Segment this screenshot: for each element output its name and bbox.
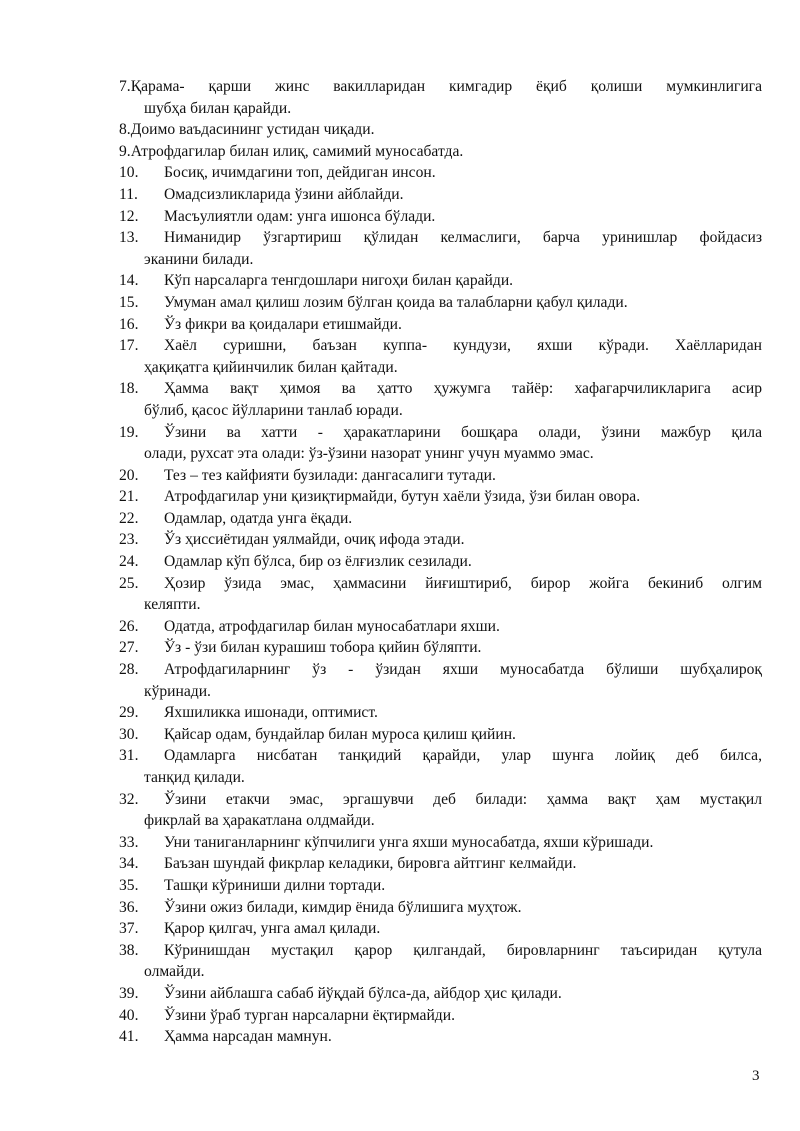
list-item-text: Атрофдагилар уни қизиқтирмайди, бутун хаёли ўзида, ўзи билан овора. [164,488,641,506]
list-item-number: 24. [119,553,139,571]
list-item-continuation: эканини билади. [144,250,254,268]
list-item-number: 38. [119,941,139,959]
list-item-text: Қайсар одам, бундайлар билан муроса қилиш қийин. [164,725,516,743]
list-item [119,724,762,746]
list-item [119,314,762,336]
list-item-continuation: шубҳа билан қарайди. [144,99,292,117]
list-item-line [119,616,762,638]
list-item [119,422,762,465]
list-item [119,832,762,854]
list-item-line [119,702,762,724]
list-item-number: 21. [119,488,139,506]
list-item [119,853,762,875]
list-item-text: Ташқи кўриниши дилни тортади. [164,876,386,894]
list-item-line [119,832,762,854]
list-item-number: 28. [119,661,139,679]
list-item-line [119,141,762,163]
list-item-line [119,76,762,98]
list-item-text: Ўзини айблашга сабаб йўқдай бўлса-да, айбдор ҳис қилади. [164,984,562,1002]
list-item-text: Ўзини ўраб турган нарсаларни ёқтирмайди. [164,1006,455,1024]
list-item-number: 18. [119,380,139,398]
list-item-line [119,119,762,141]
list-item [119,335,762,378]
list-item-text: Умуман амал қилиш лозим бўлган қоида ва талабларни қабул қилади. [164,293,628,311]
list-item [119,1005,762,1027]
list-item-number: 36. [119,898,139,916]
list-item [119,119,762,141]
list-item-number: 34. [119,855,139,873]
list-item-line [119,573,762,595]
list-item-number: 35. [119,876,139,894]
list-item-number: 23. [119,531,139,549]
list-item-line [119,486,762,508]
list-item-number: 40. [119,1006,139,1024]
list-item-continuation: бўлиб, қасос йўлларини танлаб юради. [144,401,403,419]
list-item-line [119,637,762,659]
list-item-text: Доимо ваъдасининг устидан чиқади. [130,121,375,139]
list-item-text: Тез – тез кайфияти бузилади: дангасалиги тутади. [164,466,496,484]
list-item [119,184,762,206]
list-item [119,983,762,1005]
list-item-text: Одамларга нисбатан танқидий қарайди, улар шунга лойиқ деб билса, [164,747,762,765]
list-item-line [119,270,762,292]
list-item-text: Ҳамма нарсадан мамнун. [164,1028,332,1046]
list-item-text: Ҳозир ўзида эмас, ҳаммасини йиғиштириб, бирор жойга бекиниб олгим [164,574,762,592]
list-item [119,465,762,487]
list-item-line [119,659,762,681]
list-item [119,551,762,573]
list-item-number: 30. [119,725,139,743]
list-item [119,940,762,983]
list-item-number: 14. [119,272,139,290]
list-item-text: Омадсизликларида ўзини айблайди. [164,185,404,203]
list-item-number: 39. [119,984,139,1002]
list-item-text: Хаёл суришни, баъзан куппа- кундузи, яхши кўради. Хаёлларидан [164,337,762,355]
list-item-line [119,206,762,228]
list-item [119,529,762,551]
list-item [119,508,762,530]
list-item-line [119,918,762,940]
list-item-line [119,162,762,184]
list-item-line [119,184,762,206]
page-number: 3 [752,1068,760,1084]
list-item-text: Кўп нарсаларга тенгдошлари нигоҳи билан қарайди. [164,272,514,290]
list-item-number: 12. [119,207,139,225]
list-item-line [119,875,762,897]
list-item-line [119,465,762,487]
list-item-continuation: олади, рухсат эта олади: ўз-ўзини назорат унинг учун муаммо эмас. [144,445,594,463]
list-item-text: Ўзини етакчи эмас, эргашувчи деб билади: ҳамма вақт ҳам мустақил [164,790,762,808]
list-item-number: 10. [119,164,139,182]
list-item-text: Уни таниганларнинг кўпчилиги унга яхши муносабатда, яхши кўришади. [164,833,654,851]
list-item [119,702,762,724]
list-item-text: Масъулиятли одам: унга ишонса бўлади. [164,207,436,225]
list-item-number: 41. [119,1028,139,1046]
list-item [119,875,762,897]
list-item-text: Атрофдагиларнинг ўз - ўзидан яхши муносабатда бўлиши шубҳалироқ [164,661,762,679]
list-item-line [119,335,762,357]
list-item [119,637,762,659]
list-item [119,1026,762,1048]
list-item [119,659,762,702]
list-item-line [119,724,762,746]
list-item-text: Яхшиликка ишонади, оптимист. [164,704,378,722]
list-item-number: 16. [119,315,139,333]
list-item-line [119,292,762,314]
list-item-number: 15. [119,293,139,311]
list-item-text: Қарама- қарши жинс вакилларидан кимгадир ёқиб қолиши мумкинлигига [130,78,762,95]
list-item-text: Ўз - ўзи билан курашиш тобора қийин бўляпти. [164,639,482,657]
list-item-number: 26. [119,617,139,635]
list-item [119,162,762,184]
list-item [119,616,762,638]
list-item [119,292,762,314]
numbered-list [119,76,762,1048]
list-item-text: Босиқ, ичимдагини топ, дейдиган инсон. [164,164,436,182]
list-item-line [119,378,762,400]
list-item-number: 31. [119,747,139,765]
list-item-number: 27. [119,639,139,657]
list-item-line [119,422,762,444]
list-item-continuation: фикрлай ва ҳаракатлана олдмайди. [144,812,375,830]
list-item-text: Одамлар кўп бўлса, бир оз ёлғизлик сезилади. [164,553,472,571]
list-item-continuation: кўринади. [144,682,211,700]
list-item-line [119,745,762,767]
list-item-line [119,853,762,875]
list-item-number: 37. [119,920,139,938]
list-item-text: Одамлар, одатда унга ёқади. [164,509,353,527]
list-item-line [119,1005,762,1027]
list-item [119,378,762,421]
list-item-continuation: келяпти. [144,596,201,614]
list-item-number: 7. [119,78,131,95]
list-item-line [119,983,762,1005]
list-item-line [119,789,762,811]
list-item-number: 17. [119,337,139,355]
list-item-number: 20. [119,466,139,484]
list-item-line [119,940,762,962]
list-item-text: Ниманидир ўзгартириш қўлидан келмаслиги, барча уринишлар фойдасиз [164,229,762,247]
list-item-number: 8. [119,121,131,139]
list-item-number: 22. [119,509,139,527]
list-item-number: 32. [119,790,139,808]
list-item-number: 13. [119,229,139,247]
list-item [119,206,762,228]
list-item-line [119,529,762,551]
list-item [119,486,762,508]
list-item [119,141,762,163]
list-item [119,745,762,788]
list-item-number: 11. [119,185,138,203]
list-item-continuation: олмайди. [144,963,205,981]
list-item-text: Баъзан шундай фикрлар келадики, бировга айтгинг келмайди. [164,855,577,873]
list-item-text: Ҳамма вақт ҳимоя ва ҳатто ҳужумга тайёр: хафагарчиликларига асир [164,380,762,398]
list-item-text: Атрофдагилар билан илиқ, самимий муносабатда. [130,142,464,160]
list-item-number: 25. [119,574,139,592]
list-item-text: Қарор қилгач, унга амал қилади. [164,920,381,938]
list-item-continuation: ҳақиқатга қийинчилик билан қайтади. [144,358,398,376]
list-item-line [119,897,762,919]
list-item-text: Ўз ҳиссиётидан уялмайди, очиқ ифода этади. [164,531,465,549]
list-item-line [119,508,762,530]
list-item-text: Ўзини ва хатти - ҳаракатларини бошқара олади, ўзини мажбур қила [164,423,762,441]
list-item-number: 33. [119,833,139,851]
list-item-text: Кўринишдан мустақил қарор қилгандай, бировларнинг таъсиридан қутула [164,941,762,959]
list-item-text: Одатда, атрофдагилар билан муносабатлари яхши. [164,617,500,635]
list-item [119,227,762,270]
list-item [119,573,762,616]
list-item [119,897,762,919]
list-item-line [119,227,762,249]
list-item-number: 9. [119,142,131,160]
list-item [119,270,762,292]
list-item-number: 29. [119,704,139,722]
list-item-text: Ўз фикри ва қоидалари етишмайди. [164,315,402,333]
list-item-line [119,314,762,336]
list-item-continuation: танқид қилади. [144,769,245,786]
list-item [119,918,762,940]
list-item-line [119,551,762,573]
list-item [119,789,762,832]
list-item [119,76,762,119]
list-item-number: 19. [119,423,139,441]
list-item-line [119,1026,762,1048]
list-item-text: Ўзини ожиз билади, кимдир ёнида бўлишига муҳтож. [164,898,522,916]
